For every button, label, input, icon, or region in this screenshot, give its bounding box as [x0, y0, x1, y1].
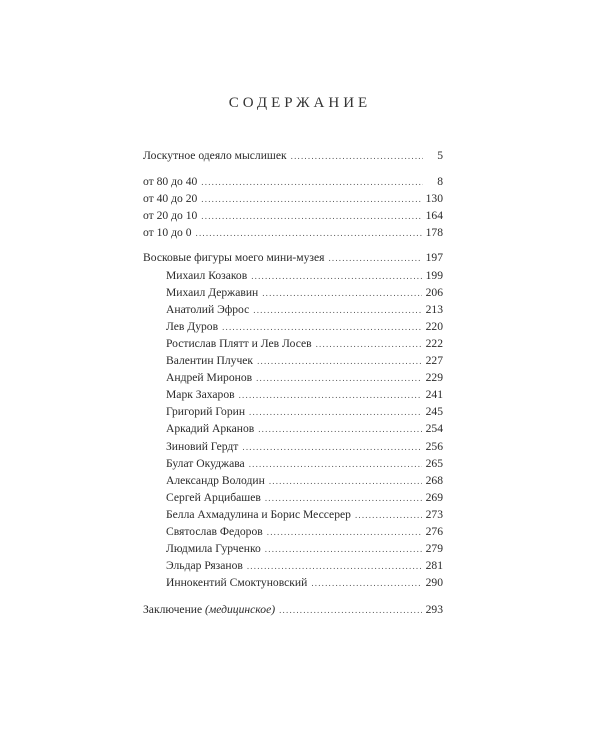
toc-entry[interactable]: [143, 267, 443, 284]
dot-leader: [279, 601, 422, 619]
toc-entry[interactable]: [143, 173, 443, 190]
toc-entry-page: 245: [425, 405, 443, 419]
table-of-contents: [143, 147, 443, 618]
toc-entry-title: от 10 до 0: [143, 226, 192, 240]
toc-entry-title: Андрей Миронов: [166, 371, 253, 385]
dot-leader: [262, 284, 421, 302]
toc-entry[interactable]: [143, 190, 443, 207]
dot-leader: [242, 438, 421, 456]
toc-entry[interactable]: [143, 284, 443, 301]
toc-entry[interactable]: [143, 335, 443, 352]
toc-entry-title: от 80 до 40: [143, 175, 198, 189]
dot-leader: [249, 455, 422, 473]
toc-entry-page: 220: [425, 319, 443, 333]
toc-entry-title: Иннокентий Смоктуновский: [166, 576, 308, 590]
toc-entry-page: 164: [425, 209, 443, 223]
toc-entry-page: 197: [425, 251, 443, 265]
toc-entry-title: Святослав Федоров: [166, 524, 263, 538]
toc-entry-page: 213: [425, 302, 443, 316]
dot-leader: [249, 403, 422, 421]
dot-leader: [251, 267, 421, 285]
dot-leader: [258, 420, 421, 438]
toc-entry-page: 293: [425, 603, 443, 617]
dot-leader: [265, 540, 422, 558]
toc-entry[interactable]: [143, 420, 443, 437]
toc-entry-title: Аркадий Арканов: [166, 422, 255, 436]
toc-entry-title: Марк Захаров: [166, 388, 235, 402]
toc-entry[interactable]: [143, 472, 443, 489]
toc-entry-page: 130: [425, 192, 443, 206]
toc-entry[interactable]: [143, 249, 443, 266]
toc-entry-title: Лоскутное одеяло мыслишек: [143, 149, 287, 162]
dot-leader: [291, 147, 423, 165]
toc-entry-page: 279: [425, 542, 443, 556]
toc-entry-page: 265: [425, 456, 443, 470]
toc-entry-page: 268: [425, 473, 443, 487]
dot-leader: [247, 557, 422, 575]
toc-entry-page: 206: [425, 285, 443, 299]
toc-entry[interactable]: [143, 489, 443, 506]
dot-leader: [201, 190, 421, 208]
dot-leader: [267, 523, 422, 541]
dot-leader: [196, 224, 422, 242]
toc-entry[interactable]: [143, 455, 443, 472]
toc-entry[interactable]: [143, 352, 443, 369]
toc-entry[interactable]: [143, 386, 443, 403]
toc-entry-title: Булат Окуджава: [166, 456, 245, 470]
toc-entry-title: Эльдар Рязанов: [166, 559, 243, 573]
toc-entry[interactable]: [143, 557, 443, 574]
toc-entry[interactable]: [143, 438, 443, 455]
toc-entry-title: от 40 до 20: [143, 192, 198, 206]
toc-entry[interactable]: [143, 403, 443, 420]
page-title: СОДЕРЖАНИЕ: [228, 95, 372, 111]
toc-entry-title: Зиновий Гердт: [166, 439, 239, 453]
toc-entry[interactable]: [143, 369, 443, 386]
dot-leader: [201, 173, 423, 191]
toc-entry-page: 199: [425, 268, 443, 282]
toc-entry-page: 178: [425, 226, 443, 240]
dot-leader: [253, 301, 421, 319]
toc-entry-title-italic: (медицинское): [205, 603, 276, 617]
dot-leader: [311, 574, 421, 592]
toc-entry[interactable]: [143, 523, 443, 540]
toc-entry-page: 241: [425, 388, 443, 402]
toc-entry[interactable]: [143, 207, 443, 224]
toc-entry[interactable]: [143, 301, 443, 318]
toc-entry-page: 273: [425, 507, 443, 521]
dot-leader: [265, 489, 422, 507]
toc-entry-title: Восковые фигуры моего мини-музея: [143, 251, 325, 265]
toc-entry[interactable]: [143, 506, 443, 523]
toc-entry-page: 229: [425, 371, 443, 385]
toc-entry[interactable]: [143, 147, 443, 164]
toc-entry-title: [143, 601, 275, 618]
dot-leader: [256, 369, 422, 387]
dot-leader: [222, 318, 422, 336]
toc-entry-title-main: Заключение: [143, 603, 203, 617]
dot-leader: [328, 249, 421, 267]
toc-entry-page: 281: [425, 559, 443, 573]
toc-entry-page: 5: [437, 149, 443, 162]
toc-entry-title: Александр Володин: [166, 473, 265, 487]
toc-entry[interactable]: [143, 574, 443, 591]
dot-leader: [269, 472, 422, 490]
toc-entry[interactable]: [143, 318, 443, 335]
toc-entry-title: Людмила Гурченко: [166, 542, 261, 556]
toc-entry-page: 254: [425, 422, 443, 436]
toc-entry-page: 269: [425, 490, 443, 504]
toc-entry-page: 8: [437, 175, 443, 189]
toc-entry-page: 276: [425, 524, 443, 538]
toc-entry-title: Анатолий Эфрос: [166, 302, 250, 316]
toc-entry[interactable]: [143, 540, 443, 557]
toc-entry-title: Ростислав Плятт и Лев Лосев: [166, 336, 312, 350]
toc-entry-title: Валентин Плучек: [166, 354, 254, 368]
toc-entry-title: Михаил Державин: [166, 285, 259, 299]
toc-entry-title: от 20 до 10: [143, 209, 198, 223]
toc-entry-title: Григорий Горин: [166, 405, 246, 419]
dot-leader: [355, 506, 422, 524]
toc-entry[interactable]: [143, 601, 443, 618]
dot-leader: [239, 386, 422, 404]
toc-entry-title: Белла Ахмадулина и Борис Мессерер: [166, 507, 351, 521]
toc-entry-page: 290: [425, 576, 443, 590]
toc-entry-page: 222: [425, 336, 443, 350]
dot-leader: [316, 335, 422, 353]
toc-entry-page: 256: [425, 439, 443, 453]
toc-entry-title: Лев Дуров: [166, 319, 219, 333]
toc-entry-title: Сергей Арцибашев: [166, 490, 261, 504]
dot-leader: [257, 352, 422, 370]
toc-entry[interactable]: [143, 224, 443, 241]
dot-leader: [201, 207, 421, 225]
toc-entry-page: 227: [425, 354, 443, 368]
toc-entry-title: Михаил Козаков: [166, 268, 248, 282]
